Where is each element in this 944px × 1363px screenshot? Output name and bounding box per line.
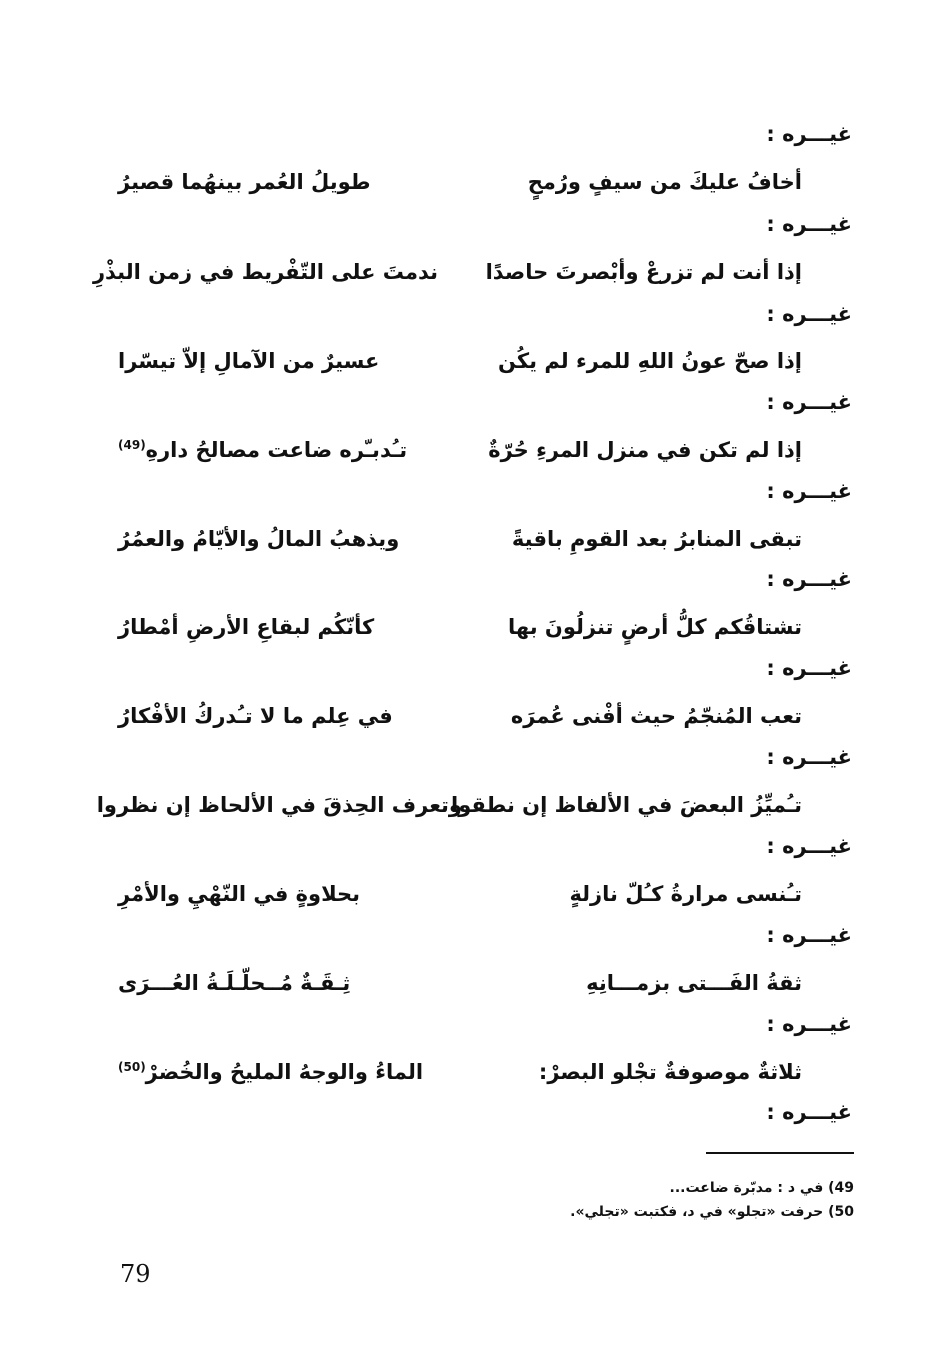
second-hemistich [118,438,438,462]
section-label: غيـــره : [766,122,852,146]
first-hemistich: تـُنسى مرارةُ كـُلّ نازلةٍ [569,882,802,906]
page-number: 79 [120,1260,151,1288]
section-label: غيـــره : [766,745,852,769]
section-label: غيـــره : [766,656,852,680]
second-hemistich: وتعرف الحِذقَ في الألحاظ إن نظروا [96,793,462,817]
section-label: غيـــره : [766,834,852,858]
section-label: غيـــره : [766,1012,852,1036]
first-hemistich: تبقى المنابرُ بعد القومِ باقيةً [511,527,802,551]
footnote-marker: (50) [118,1060,146,1074]
section-label: غيـــره : [766,212,852,236]
section-label: غيـــره : [766,567,852,591]
verse-text: الماءُ والوجهُ المليحُ والخُضرْ [145,1060,424,1084]
section-label: غيـــره : [766,479,852,503]
second-hemistich: ثِـقَـةٌ مُــحلّـلَـةُ العُـــرَى [118,971,351,995]
footnotes [434,1176,854,1224]
section-label: غيـــره : [766,1100,852,1124]
first-hemistich: إذا أنت لم تزرعْ وأبْصرتَ حاصدًا [485,260,802,284]
verse-line [118,696,802,736]
second-hemistich: بحلاوةٍ في النّهْيِ والأمْرِ [118,882,361,906]
first-hemistich: تـُميِّزُ البعضَ في الألفاظ إن نطقوا [451,793,802,817]
verse-line [118,874,802,914]
section-label: غيـــره : [766,390,852,414]
footnote-divider [706,1152,854,1154]
second-hemistich: في عِلم ما لا تـُدركُ الأفْكارُ [118,704,393,728]
first-hemistich: ثقةُ الفَـــتى بزمـــانِهِ [586,971,802,995]
second-hemistich: عسيرٌ من الآمالِ إلاّ تيسّرا [118,349,380,373]
second-hemistich: طويلُ العُمر بينهُما قصيرُ [118,170,371,194]
section-label: غيـــره : [766,923,852,947]
first-hemistich: تشتاقُكم كلُّ أرضٍ تنزلُونَ بها [507,615,802,639]
footnote-marker: (49) [118,438,146,452]
first-hemistich: أخافُ عليكَ من سيفٍ ورُمحٍ [527,170,802,194]
second-hemistich: ويذهبُ المالُ والأيّامُ والعمُرُ [118,527,400,551]
verse-line [92,252,802,292]
verse-line [118,519,802,559]
verse-line [96,785,802,825]
second-hemistich: ندمتَ على التّفْريط في زمن البذْرِ [92,260,438,284]
verse-line [118,162,802,202]
second-hemistich [118,1060,438,1084]
second-hemistich: كأنّكُم لبقاعِ الأرضِ أمْطارُ [118,615,375,639]
section-label: غيـــره : [766,302,852,326]
verse-line [118,963,802,1003]
first-hemistich: إذا لم تكن في منزل المرءِ حُرّةٌ [488,438,802,462]
footnote: 50) حرفت «تجلو» في د، فكتبت «تجلي». [570,1204,854,1220]
verse-line [118,341,802,381]
verse-line [118,430,802,470]
first-hemistich: ثلاثةٌ موصوفةٌ تجْلو البصرْ: [538,1060,802,1084]
verse-line [118,607,802,647]
footnote: 49) في د : مدبّرة ضاعت... [669,1180,854,1196]
verse-line [118,1052,802,1092]
first-hemistich: إذا صحّ عونُ اللهِ للمرء لم يكُن [498,349,802,373]
first-hemistich: تعب المُنجّمُ حيث أفْنى عُمرَه [510,704,802,728]
verse-text: تـُدبـّره ضاعت مصالحُ دارهِ [145,438,408,462]
